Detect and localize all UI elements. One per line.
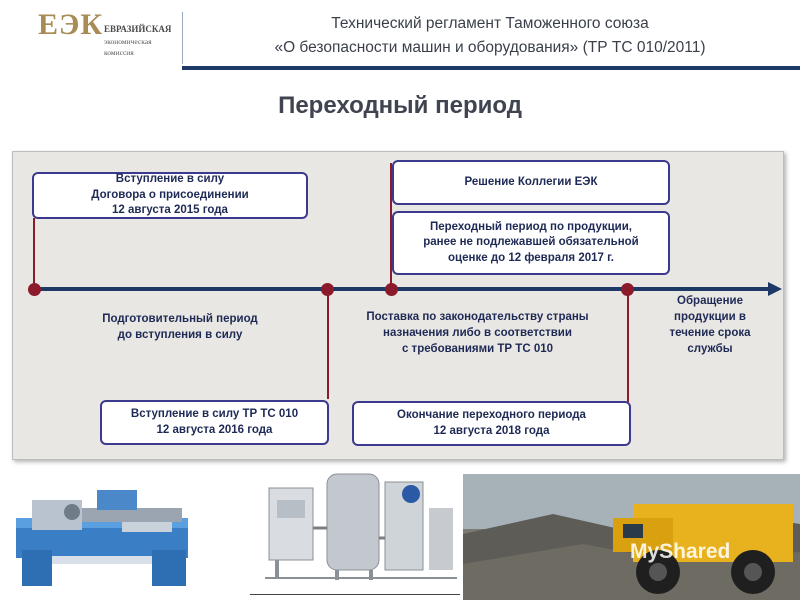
eec-logo [38,8,173,60]
text-supply-line-3: с требованиями ТР ТС 010 [401,343,554,356]
plant-photo-underline [250,594,460,595]
text-circulation-line-1: Обращение [677,295,743,307]
box-transition-unregulated-line-3: оценке до 12 февраля 2017 г. [448,251,614,264]
text-circulation-line-2: продукции в [674,311,746,324]
box-transition-end [352,401,631,446]
box-transition-unregulated-line-1: Переходный период по продукции, [429,220,633,233]
processing-plant-photo [265,468,457,592]
header-title-line-2: «О безопасности машин и оборудования» (ТР ТС 010/2011) [274,39,706,56]
box-regulation-entry-line-2: 12 августа 2016 года [156,423,273,436]
box-transition-end-line-1: Окончание переходного периода [397,408,586,421]
text-circulation-line-4: службы [687,343,733,356]
box-eec-decision-label: Решение Коллегии ЕЭК [464,175,598,188]
logo-line-1: ЕВРАЗИЙСКАЯ [104,24,172,34]
timeline-marker-decision [385,283,398,296]
text-supply-line-1: Поставка по законодательству страны [366,311,589,323]
box-regulation-entry-line-1: Вступление в силу ТР ТС 010 [130,407,299,420]
lathe-machine-photo [12,478,192,588]
box-treaty-entry-line-2: Договора о присоединении [91,188,249,201]
box-treaty-entry-line-1: Вступление в силу [115,173,225,186]
connector-2016 [327,289,329,399]
box-transition-end-line-2: 12 августа 2018 года [433,424,550,437]
watermark-text: MyShared [630,540,731,563]
mining-truck-photo [463,474,800,600]
box-eec-decision [392,160,670,205]
logo-mark: ЕЭК [38,8,104,41]
box-treaty-entry-line-3: 12 августа 2015 года [112,204,228,217]
timeline-marker-2016 [321,283,334,296]
text-preparatory-line-1: Подготовительный период [102,313,258,325]
box-transition-unregulated [392,211,670,275]
text-preparatory-line-2: до вступления в силу [117,329,243,342]
header-title-line-1: Технический регламент Таможенного союза [331,15,649,32]
logo-line-2: экономическая [104,37,152,46]
text-preparatory-period [60,311,300,343]
text-supply-line-2: назначения либо в соответствии [383,327,572,340]
timeline-axis [33,287,770,291]
connector-2015 [33,218,35,289]
text-supply-rules [335,309,620,357]
connector-2018 [627,289,629,402]
header-accent-bar [182,66,800,70]
timeline-marker-2018 [621,283,634,296]
text-circulation-line-3: течение срока [669,327,751,340]
slide-title: Переходный период [278,92,522,119]
box-transition-unregulated-line-2: ранее не подлежавшей обязательной [423,236,639,249]
box-regulation-entry [100,400,329,445]
logo-line-3: комиссия [104,48,134,57]
text-product-circulation [645,293,775,357]
logo-divider [182,12,183,64]
box-treaty-entry [32,172,308,219]
timeline-marker-2015 [28,283,41,296]
